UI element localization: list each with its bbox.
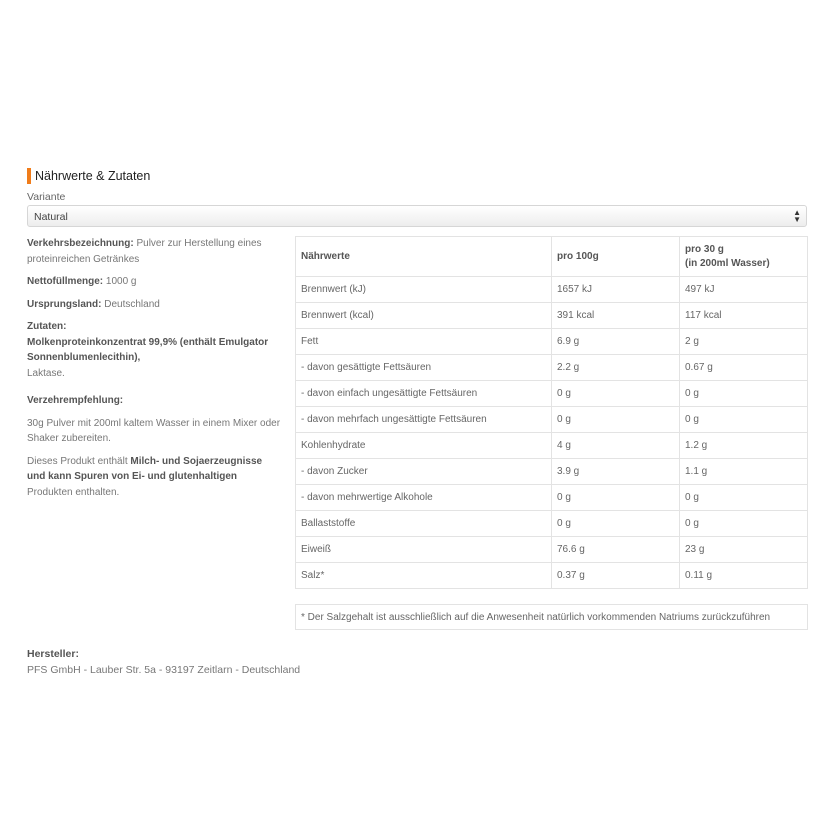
per-30g-cell: 0 g: [680, 407, 808, 433]
per-30g-cell: 23 g: [680, 537, 808, 563]
per-30g-cell: 0 g: [680, 485, 808, 511]
table-row: [296, 433, 808, 459]
header-pro-100g: pro 100g: [552, 237, 680, 277]
variant-select[interactable]: [27, 205, 807, 227]
per-100g-cell: 1657 kJ: [552, 277, 680, 303]
ursprungsland: [27, 297, 282, 313]
verkehrsbezeichnung-value: Pulver zur Herstellung eines proteinreichen Getränkes: [27, 238, 262, 265]
nutrition-table: [295, 236, 808, 589]
zutaten: [27, 319, 282, 381]
ursprungsland-label: Ursprungsland:: [27, 298, 102, 310]
nettofuellmenge-label: Nettofüllmenge:: [27, 276, 104, 287]
per-30g-cell: 2 g: [680, 329, 808, 355]
nutrient-name-cell: Kohlenhydrate: [296, 433, 552, 459]
nutrient-name-cell: - davon mehrfach ungesättigte Fettsäuren: [296, 407, 552, 433]
per-100g-cell: 0.37 g: [552, 563, 680, 589]
allergen-suffix: Produkten enthalten.: [27, 486, 120, 498]
nutrient-name-cell: - davon mehrwertige Alkohole: [296, 485, 552, 511]
manufacturer-value: PFS GmbH - Lauber Str. 5a - 93197 Zeitlarn - Deutschland: [27, 664, 301, 676]
header-pro-30g: [680, 237, 808, 277]
table-row: [296, 381, 808, 407]
per-30g-cell: 497 kJ: [680, 277, 808, 303]
per-100g-cell: 3.9 g: [552, 459, 680, 485]
variant-selected-value: Natural: [34, 211, 68, 223]
table-row: [296, 563, 808, 589]
zutaten-rest: Laktase.: [27, 367, 65, 379]
header-pro-30g-line1: pro 30 g: [685, 243, 724, 255]
per-100g-cell: 2.2 g: [552, 355, 680, 381]
per-100g-cell: 0 g: [552, 485, 680, 511]
nutrient-name-cell: - davon Zucker: [296, 459, 552, 485]
per-30g-cell: 0 g: [680, 511, 808, 537]
per-30g-cell: 0.67 g: [680, 355, 808, 381]
manufacturer: [27, 646, 300, 678]
nutrient-name-cell: Ballaststoffe: [296, 511, 552, 537]
verzehr-label: Verzehrempfehlung:: [27, 395, 124, 406]
select-arrows-icon: ▲ ▼: [793, 208, 801, 224]
verzehr-value: 30g Pulver mit 200ml kaltem Wasser in einem Mixer oder Shaker zubereiten.: [27, 417, 281, 444]
zutaten-label: Zutaten:: [27, 321, 67, 332]
nutrient-name-cell: Salz*: [296, 563, 552, 589]
per-100g-cell: 4 g: [552, 433, 680, 459]
per-100g-cell: 0 g: [552, 381, 680, 407]
per-30g-cell: 1.2 g: [680, 433, 808, 459]
product-info: [27, 236, 282, 507]
per-100g-cell: 6.9 g: [552, 329, 680, 355]
section-title: Nährwerte & Zutaten: [27, 168, 150, 184]
per-30g-cell: 0.11 g: [680, 563, 808, 589]
table-row: [296, 537, 808, 563]
per-100g-cell: 76.6 g: [552, 537, 680, 563]
nutrient-name-cell: - davon einfach ungesättigte Fettsäuren: [296, 381, 552, 407]
per-30g-cell: 0 g: [680, 381, 808, 407]
allergen-bold: Milch- und Sojaerzeugnisse und kann Spuren von Ei- und glutenhaltigen: [27, 455, 263, 482]
table-header-row: [296, 237, 808, 277]
per-30g-cell: 1.1 g: [680, 459, 808, 485]
table-row: [296, 485, 808, 511]
header-naehrwerte: Nährwerte: [296, 237, 552, 277]
nutrient-name-cell: Eiweiß: [296, 537, 552, 563]
table-row: [296, 407, 808, 433]
manufacturer-label: Hersteller:: [27, 648, 79, 660]
per-30g-cell: 117 kcal: [680, 303, 808, 329]
table-row: [296, 459, 808, 485]
verkehrsbezeichnung: [27, 236, 282, 267]
nutrient-name-cell: Fett: [296, 329, 552, 355]
per-100g-cell: 0 g: [552, 511, 680, 537]
ursprungsland-value: Deutschland: [101, 298, 160, 310]
header-pro-30g-line2: (in 200ml Wasser): [685, 257, 770, 269]
table-row: [296, 303, 808, 329]
nutrient-name-cell: Brennwert (kcal): [296, 303, 552, 329]
per-100g-cell: 0 g: [552, 407, 680, 433]
zutaten-ingredients: Molkenproteinkonzentrat 99,9% (enthält Emulgator Sonnenblumenlecithin),: [27, 336, 269, 363]
table-row: [296, 355, 808, 381]
table-row: [296, 511, 808, 537]
allergen-info: [27, 454, 282, 501]
table-row: [296, 277, 808, 303]
salt-footnote: * Der Salzgehalt ist ausschließlich auf die Anwesenheit natürlich vorkommenden Natriums zurückzuführen: [295, 604, 808, 630]
nutrient-name-cell: - davon gesättigte Fettsäuren: [296, 355, 552, 381]
verzehrempfehlung: [27, 393, 282, 447]
nettofuellmenge: [27, 274, 282, 290]
allergen-prefix: Dieses Produkt enthält: [27, 455, 131, 467]
verkehrsbezeichnung-label: Verkehrsbezeichnung:: [27, 238, 134, 249]
nutrient-name-cell: Brennwert (kJ): [296, 277, 552, 303]
nettofuellmenge-value: 1000 g: [103, 276, 137, 287]
variant-label: Variante: [27, 191, 66, 203]
per-100g-cell: 391 kcal: [552, 303, 680, 329]
table-row: [296, 329, 808, 355]
